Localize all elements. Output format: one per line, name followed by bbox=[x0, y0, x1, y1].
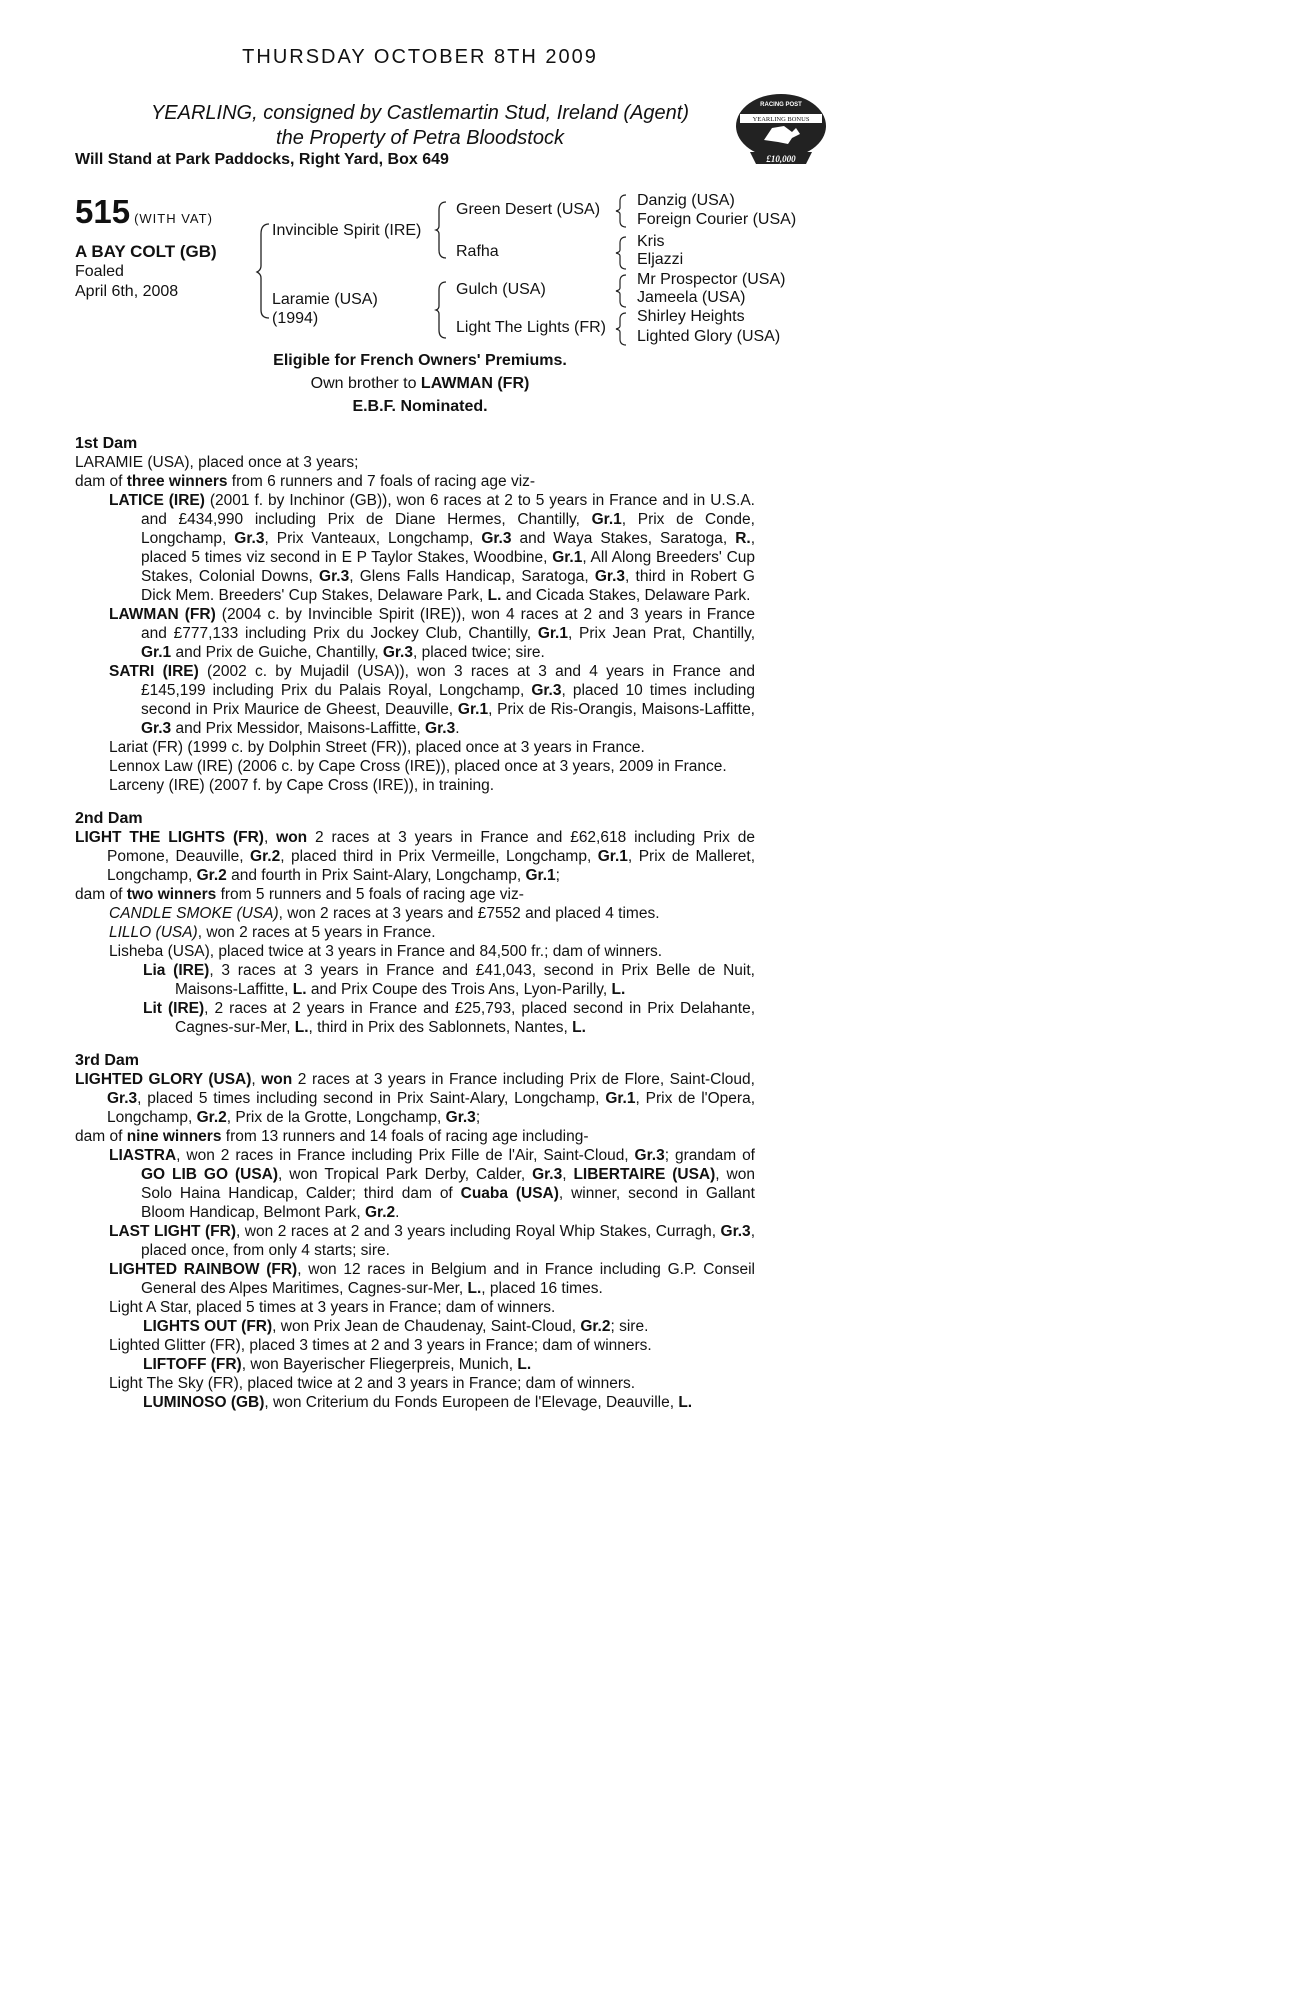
third-dam-heading: 3rd Dam bbox=[75, 1052, 140, 1069]
dam-dam: Light The Lights (FR) bbox=[456, 319, 606, 336]
french-premiums-note: Eligible for French Owners' Premiums. bbox=[273, 352, 567, 369]
own-brother-note: Own brother to LAWMAN (FR) bbox=[310, 375, 530, 392]
foaled-info: Foaled April 6th, 2008 bbox=[75, 263, 179, 300]
lot-number: 515 (WITH VAT) bbox=[75, 193, 213, 230]
first-dam-heading: 1st Dam bbox=[75, 435, 138, 452]
dam-year: (1994) bbox=[272, 310, 319, 327]
sale-date: THURSDAY OCTOBER 8TH 2009 bbox=[242, 46, 598, 68]
catalogue-page: THURSDAY OCTOBER 8TH 2009 YEARLING, consigned by Castlemartin Stud, Ireland (Agent) the Property of Petra Bloodstock Will Stand at Park Paddocks, Right Yard, Box 649 RACING POST YEARLING BONUS £10,000 515 (WITH VAT) A BAY COLT (GB) Foaled April 6th, 2008 Invincible Spirit (IRE) Laramie (USA) (1994) Green Desert (USA) Rafha Gulch (USA) Light The Lights (FR) Danzig (USA) Foreign Courier (USA) Kris Eljazzi Mr Prospector (USA) Jameela (USA) Shirley Heights Lighted Glory (USA) Eligible for French Owners' Premiums. Own brother to LAWMAN (FR) E.B.F. Nominated. 1st Dam LARAMIE (USA), placed once at 3 years; dam of three winners from 6 runners and 7 foals of racing age viz- LATICE (IRE) (2001 f. by Inchinor (GB)), won 6 races at 2 to 5 years in France and in U.S.A. and £434,990 including Prix de Diane Hermes, Chantilly, Gr.1, Prix de Conde, Longchamp, Gr.3, Prix Vanteaux, Longchamp, Gr.3 and Waya Stakes, Saratoga, R., placed 5 times viz second in E P Taylor Stakes, Woodbine, Gr.1, All Along Breeders' Cup Stakes, Colonial Downs, Gr.3, Glens Falls Handicap, Saratoga, Gr.3, third in Robert G Dick Mem. Breeders' Cup Stakes, Delaware Park, L. and Cicada Stakes, Delaware Park. LAWMAN (FR) (2004 c. by Invincible Spirit (IRE)), won 4 races at 2 and 3 years in France and £777,133 including Prix du Jockey Club, Chantilly, Gr.1, Prix Jean Prat, Chantilly, Gr.1 and Prix de Guiche, Chantilly, Gr.3, placed twice; sire. SATRI (IRE) (2002 c. by Mujadil (USA)), won 3 races at 3 and 4 years in France and £145,199 including Prix du Palais Royal, Longchamp, Gr.3, placed 10 times including second in Prix Maurice de Gheest, Deauville, Gr.1, Prix de Ris-Orangis, Maisons-Laffitte, Gr.3 and Prix Messidor, Maisons-Laffitte, Gr.3. Lariat (FR) (1999 c. by Dolphin Street (FR)), placed once at 3 years in France. Lennox Law (IRE) (2006 c. by Cape Cross (IRE)), placed once at 3 years, 2009 in France. Larceny (IRE) (2007 f. by Cape Cross (IRE)), in training. 2nd Dam LIGHT THE LIGHTS (FR), won 2 races at 3 years in France and £62,618 including Prix de Pomone, Deauville, Gr.2, placed third in Prix Vermeille, Longchamp, Gr.1, Prix de Malleret, Longchamp, Gr.2 and fourth in Prix Saint-Alary, Longchamp, Gr.1; dam of two winners from 5 runners and 5 foals of racing age viz- CANDLE SMOKE (USA), won 2 races at 3 years and £7552 and placed 4 times. LILLO (USA), won 2 races at 5 years in France. Lisheba (USA), placed twice at 3 years in France and 84,500 fr.; dam of winners. Lia (IRE), 3 races at 3 years in France and £41,043, second in Prix Belle de Nuit, Maisons-Laffitte, L. and Prix Coupe des Trois Ans, Lyon-Parilly, L. Lit (IRE), 2 races at 2 years in France and £25,793, placed second in Prix Delahante, Cagnes-sur-Mer, L., third in Prix des Sablonnets, Nantes, L. 3rd Dam LIGHTED GLORY (USA), won 2 races at 3 years in France including Prix de Flore, Saint-Cloud, Gr.3, placed 5 times including second in Prix Saint-Alary, Longchamp, Gr.1, Prix de l'Opera, Longchamp, Gr.2, Prix de la Grotte, Longchamp, Gr.3; dam of nine winners from 13 runners and 14 foals of racing age including- LIASTRA, won 2 races in France including Prix Fille de l'Air, Saint-Cloud, Gr.3; grandam of GO LIB GO (USA), won Tropical Park Derby, Calder, Gr.3, LIBERTAIRE (USA), won Solo Haina Handicap, Calder; third dam of Cuaba (USA), winner, second in Gallant Bloom Handicap, Belmont Park, Gr.2. LAST LIGHT (FR), won 2 races at 2 and 3 years including Royal Whip Stakes, Curragh, Gr.3, placed once, from only 4 starts; sire. LIGHTED RAINBOW (FR), won 12 races in Belgium and in France including G.P. Conseil General des Alpes Maritimes, Cagnes-sur-Mer, L., placed 16 times. Light A Star, placed 5 times at 3 years in France; dam of winners. LIGHTS OUT (FR), won Prix Jean de Chaudenay, Saint-Cloud, Gr.2; sire. Lighted Glitter (FR), placed 3 times at 2 and 3 years in France; dam of winners. LIFTOFF (FR), won Bayerischer Fliegerpreis, Munich, L. Light The Sky (FR), placed twice at 2 and 3 years in France; dam of winners. LUMINOSO (GB), won Criterium du Fonds Europeen de l'Elevage, Deauville, L. bbox=[0, 0, 1307, 2000]
sire: Invincible Spirit (IRE) bbox=[272, 222, 422, 239]
sire-dam: Rafha bbox=[456, 243, 499, 260]
pedigree-bracket bbox=[614, 310, 630, 348]
sire-sire: Green Desert (USA) bbox=[456, 201, 601, 218]
ebf-note: E.B.F. Nominated. bbox=[352, 398, 488, 415]
stand-location: Will Stand at Park Paddocks, Right Yard, Box 649 bbox=[75, 151, 449, 168]
pedigree-bracket bbox=[614, 234, 630, 272]
svg-text:YEARLING BONUS: YEARLING BONUS bbox=[752, 116, 810, 123]
dam: Laramie (USA) bbox=[272, 291, 378, 308]
pedigree-bracket bbox=[614, 272, 630, 310]
consignor-line: YEARLING, consigned by Castlemartin Stud, Ireland (Agent) the Property of Petra Bloodstock bbox=[150, 102, 690, 149]
yearling-bonus-badge bbox=[734, 92, 828, 166]
pedigree-bracket bbox=[614, 192, 630, 230]
svg-text:RACING POST: RACING POST bbox=[760, 102, 802, 108]
produce-records: 1st Dam LARAMIE (USA), placed once at 3 years; dam of three winners from 6 runners and 7 foals of racing age viz- LATICE (IRE) (2001 f. by Inchinor (GB)), won 6 races at 2 to 5 years in France and in U.S.A. and £434,990 including Prix de Diane Hermes, Chantilly, Gr.1, Prix de Conde, Longchamp, Gr.3, Prix Vanteaux, Longchamp, Gr.3 and Waya Stakes, Saratoga, R., placed 5 times viz second in E P Taylor Stakes, Woodbine, Gr.1, All Along Breeders' Cup Stakes, Colonial Downs, Gr.3, Glens Falls Handicap, Saratoga, Gr.3, third in Robert G Dick Mem. Breeders' Cup Stakes, Delaware Park, L. and Cicada Stakes, Delaware Park. LAWMAN (FR) (2004 c. by Invincible Spirit (IRE)), won 4 races at 2 and 3 years in France and £777,133 including Prix du Jockey Club, Chantilly, Gr.1, Prix Jean Prat, Chantilly, Gr.1 and Prix de Guiche, Chantilly, Gr.3, placed twice; sire. SATRI (IRE) (2002 c. by Mujadil (USA)), won 3 races at 3 and 4 years in France and £145,199 including Prix du Palais Royal, Longchamp, Gr.3, placed 10 times including second in Prix Maurice de Gheest, Deauville, Gr.1, Prix de Ris-Orangis, Maisons-Laffitte, Gr.3 and Prix Messidor, Maisons-Laffitte, Gr.3. Lariat (FR) (1999 c. by Dolphin Street (FR)), placed once at 3 years in France. Lennox Law (IRE) (2006 c. by Cape Cross (IRE)), placed once at 3 years, 2009 in France. Larceny (IRE) (2007 f. by Cape Cross (IRE)), in training. 2nd Dam LIGHT THE LIGHTS (FR), won 2 races at 3 years in France and £62,618 including Prix de Pomone, Deauville, Gr.2, placed third in Prix Vermeille, Longchamp, Gr.1, Prix de Malleret, Longchamp, Gr.2 and fourth in Prix Saint-Alary, Longchamp, Gr.1; dam of two winners from 5 runners and 5 foals of racing age viz- CANDLE SMOKE (USA), won 2 races at 3 years and £7552 and placed 4 times. LILLO (USA), won 2 races at 5 years in France. Lisheba (USA), placed twice at 3 years in France and 84,500 fr.; dam of winners. Lia (IRE), 3 races at 3 years in France and £41,043, second in Prix Belle de Nuit, Maisons-Laffitte, L. and Prix Coupe des Trois Ans, Lyon-Parilly, L. Lit (IRE), 2 races at 2 years in France and £25,793, placed second in Prix Delahante, Cagnes-sur-Mer, L., third in Prix des Sablonnets, Nantes, L. 3rd Dam LIGHTED GLORY (USA), won 2 races at 3 years in France including Prix de Flore, Saint-Cloud, Gr.3, placed 5 times including second in Prix Saint-Alary, Longchamp, Gr.1, Prix de l'Opera, Longchamp, Gr.2, Prix de la Grotte, Longchamp, Gr.3; dam of nine winners from 13 runners and 14 foals of racing age including- LIASTRA, won 2 races in France including Prix Fille de l'Air, Saint-Cloud, Gr.3; grandam of GO LIB GO (USA), won Tropical Park Derby, Calder, Gr.3, LIBERTAIRE (USA), won Solo Haina Handicap, Calder; third dam of Cuaba (USA), winner, second in Gallant Bloom Handicap, Belmont Park, Gr.2. LAST LIGHT (FR), won 2 races at 2 and 3 years including Royal Whip Stakes, Curragh, Gr.3, placed once, from only 4 starts; sire. LIGHTED RAINBOW (FR), won 12 races in Belgium and in France including G.P. Conseil General des Alpes Maritimes, Cagnes-sur-Mer, L., placed 16 times. Light A Star, placed 5 times at 3 years in France; dam of winners. LIGHTS OUT (FR), won Prix Jean de Chaudenay, Saint-Cloud, Gr.2; sire. Lighted Glitter (FR), placed 3 times at 2 and 3 years in France; dam of winners. LIFTOFF (FR), won Bayerischer Fliegerpreis, Munich, L. Light The Sky (FR), placed twice at 2 and 3 years in France; dam of winners. LUMINOSO (GB), won Criterium du Fonds Europeen de l'Elevage, Deauville, L. bbox=[75, 435, 756, 1411]
svg-text:£10,000: £10,000 bbox=[766, 154, 796, 164]
dam-sire: Gulch (USA) bbox=[456, 281, 546, 298]
lot-title: A BAY COLT (GB) bbox=[75, 242, 217, 261]
pedigree-bracket bbox=[434, 198, 450, 262]
second-dam-heading: 2nd Dam bbox=[75, 810, 143, 827]
pedigree-bracket bbox=[434, 278, 450, 342]
